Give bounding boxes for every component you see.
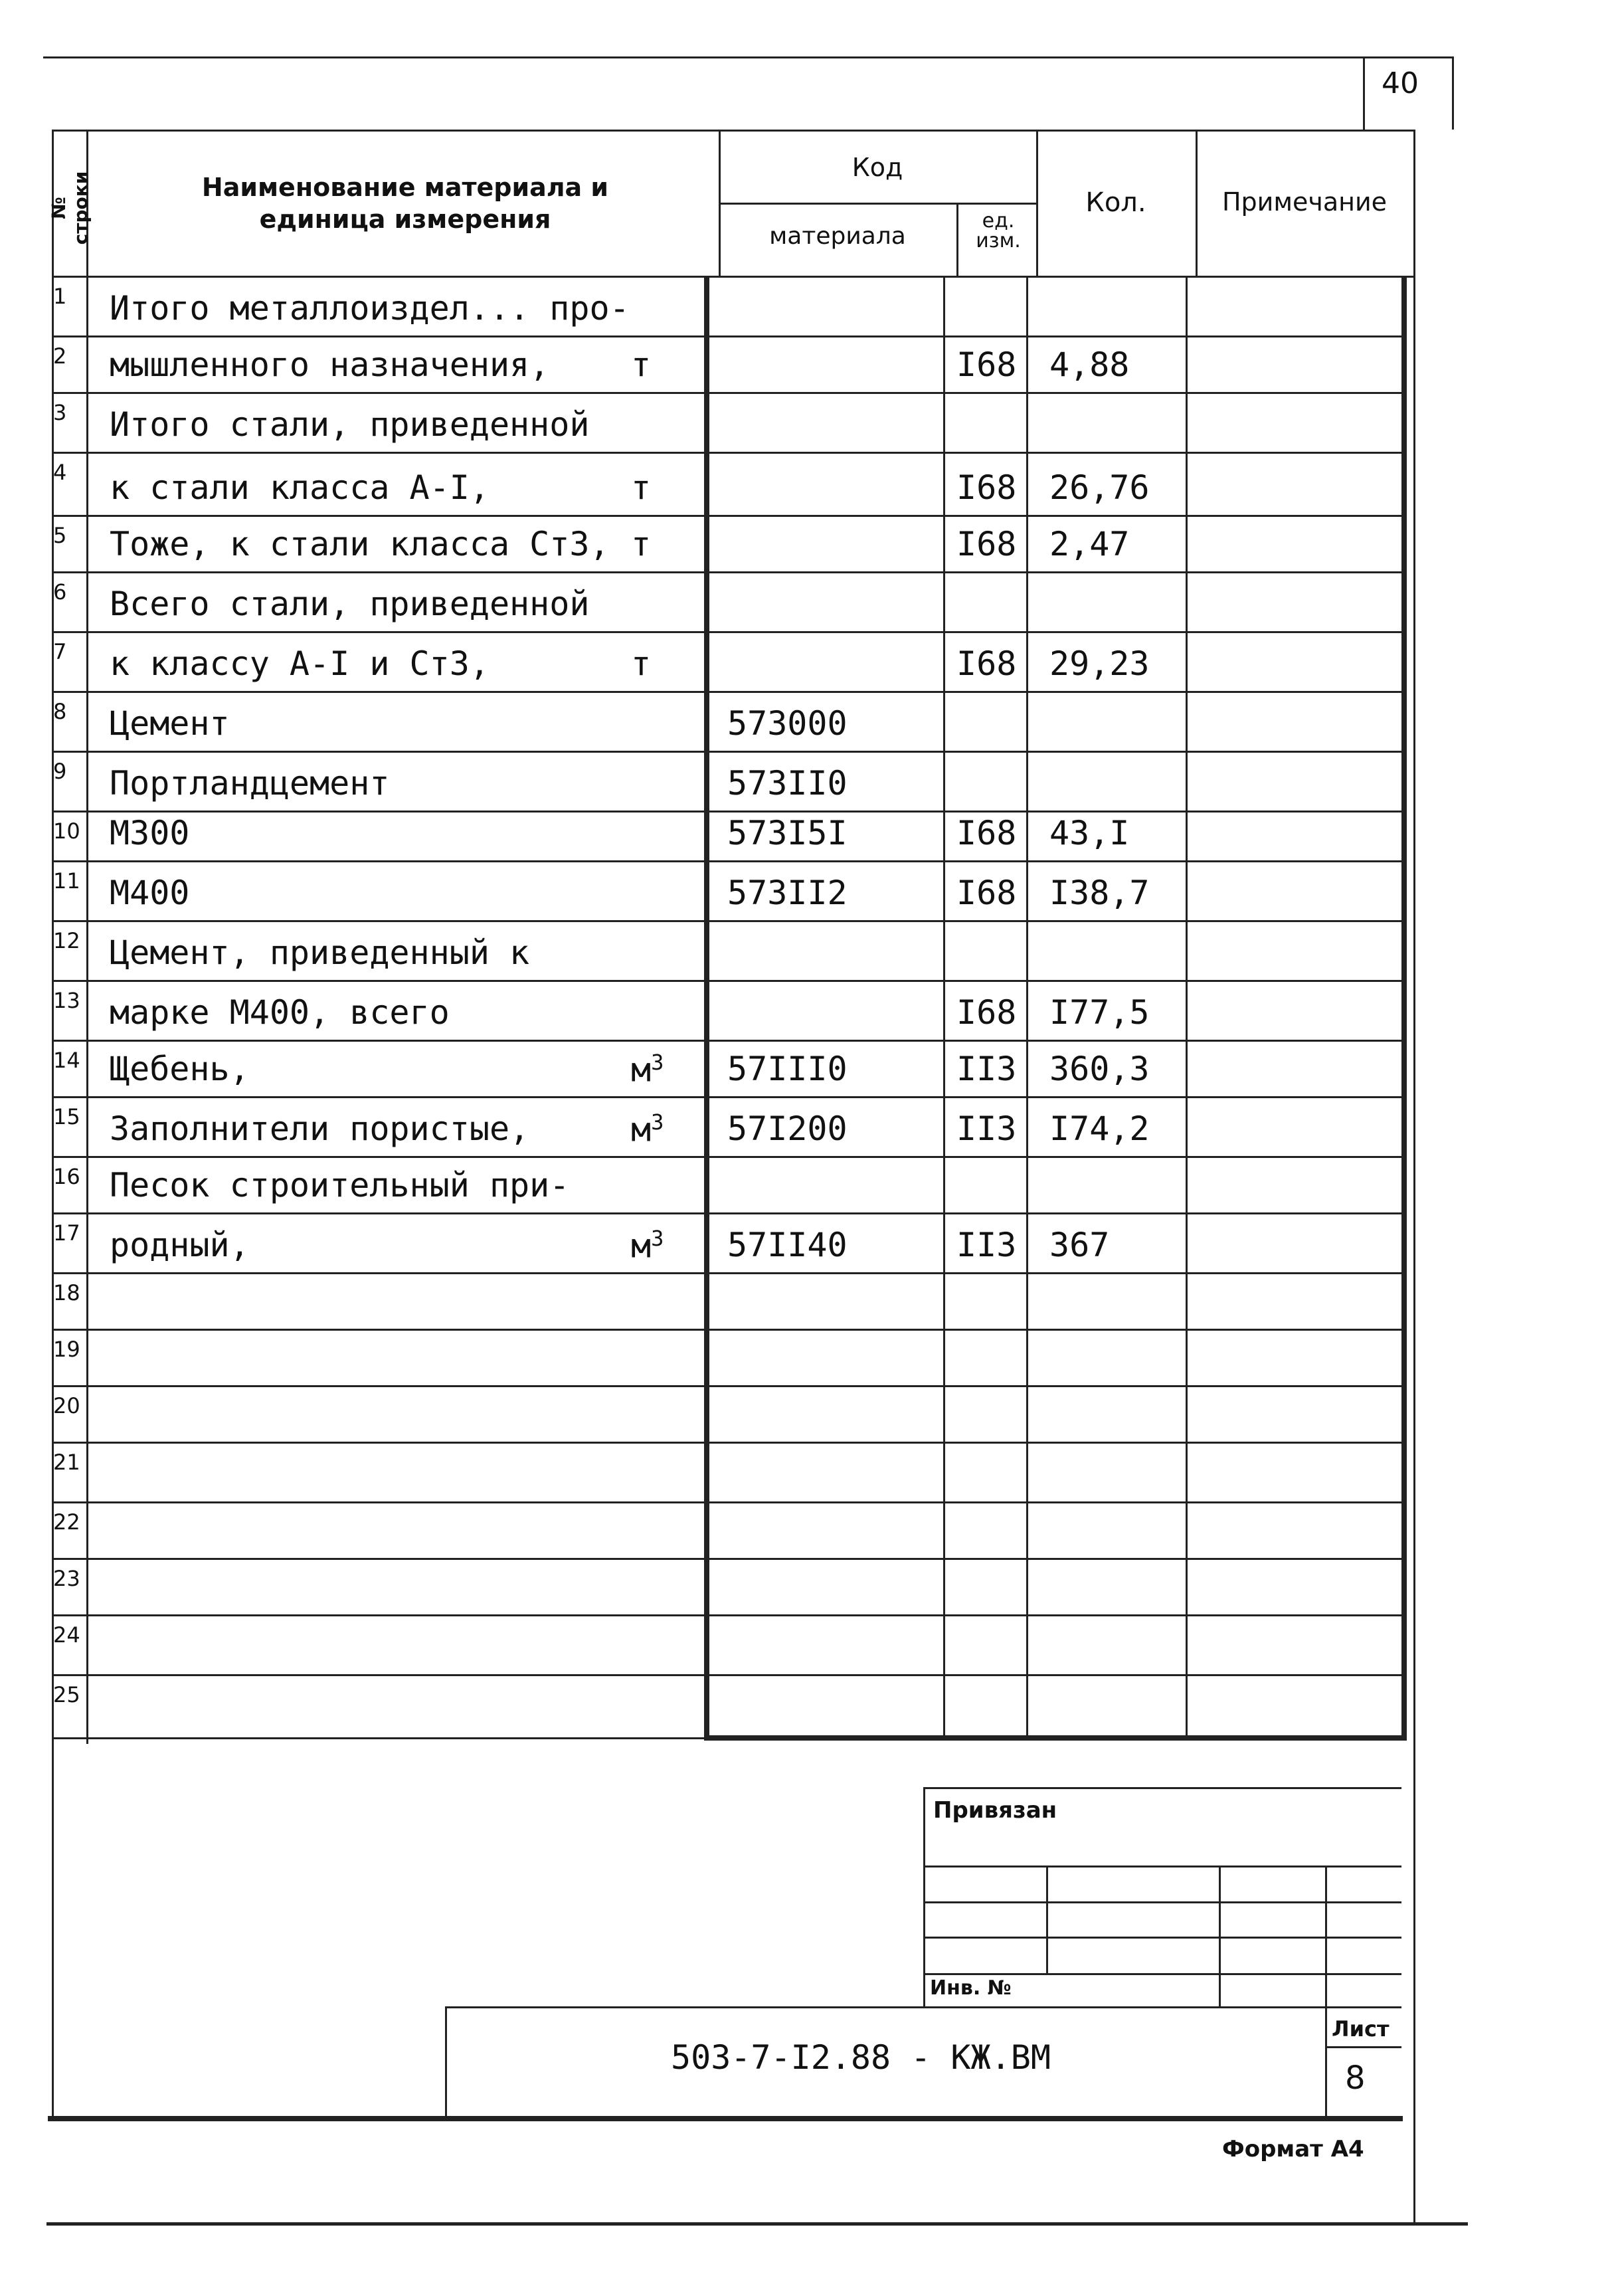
row-material-name: Песок строительный при- [110, 1166, 570, 1204]
row-material-code: 573II2 [727, 874, 848, 912]
row-material-name: марке М400, всего [110, 993, 450, 1032]
row-material-name: родный, [110, 1226, 250, 1264]
row-number: 14 [53, 1048, 80, 1073]
row-material-name: Тоже, к стали класса Ст3, [110, 525, 610, 563]
row-material-code: 573II0 [727, 764, 848, 803]
row-unit: т [631, 525, 652, 563]
row-unit: т [631, 468, 652, 507]
row-quantity: 360,3 [1049, 1050, 1150, 1088]
row-material-name: Итого металлоиздел... про- [110, 289, 630, 328]
row-number: 15 [53, 1104, 80, 1129]
frame-right-border [1413, 130, 1415, 2222]
row-number: 16 [53, 1164, 80, 1189]
row-number: 5 [53, 523, 67, 548]
row-number: 10 [53, 818, 80, 844]
unit-superscript: 3 [651, 1050, 664, 1075]
row-unit-code: I68 [956, 874, 1017, 912]
row-number: 17 [53, 1220, 80, 1246]
document-code: 503-7-I2.88 - КЖ.ВМ [671, 2038, 1051, 2077]
row-unit-code: I68 [956, 345, 1017, 384]
row-number: 11 [53, 868, 80, 894]
unit-superscript: 3 [651, 1226, 664, 1251]
row-quantity: 367 [1049, 1226, 1110, 1264]
row-number: 7 [53, 639, 67, 664]
row-number: 4 [53, 460, 67, 485]
row-number: 8 [53, 699, 67, 724]
stamp-inv-label: Инв. № [930, 1976, 1012, 2000]
row-number: 13 [53, 988, 80, 1013]
row-unit-code: I68 [956, 814, 1017, 852]
row-unit-code: II3 [956, 1109, 1017, 1148]
row-quantity: 43,I [1049, 814, 1130, 852]
row-unit: $м^3$ [631, 1109, 664, 1149]
page-number: 40 [1382, 66, 1419, 100]
row-unit-code: I68 [956, 468, 1017, 507]
row-material-name: М300 [110, 814, 190, 852]
row-quantity: I77,5 [1049, 993, 1150, 1032]
row-quantity: 2,47 [1049, 525, 1130, 563]
row-number: 21 [53, 1450, 80, 1475]
row-material-name: Итого стали, приведенной [110, 405, 590, 444]
row-material-name: мышленного назначения, [110, 345, 550, 384]
row-number: 24 [53, 1622, 80, 1648]
format-label: Формат А4 [1222, 2136, 1364, 2162]
row-material-code: 57I200 [727, 1109, 848, 1148]
row-quantity: I38,7 [1049, 874, 1150, 912]
row-unit-code: II3 [956, 1226, 1017, 1264]
row-material-name: Цемент, приведенный к [110, 933, 530, 972]
row-quantity: I74,2 [1049, 1109, 1150, 1148]
row-unit: $м^3$ [631, 1050, 664, 1090]
row-material-name: Цемент [110, 704, 230, 743]
row-unit-code: I68 [956, 993, 1017, 1032]
row-number: 20 [53, 1393, 80, 1418]
row-number: 2 [53, 343, 67, 369]
row-number: 18 [53, 1280, 80, 1305]
stamp-tied-label: Привязан [933, 1797, 1057, 1824]
unit-superscript: 3 [651, 1109, 664, 1135]
row-material-code: 573000 [727, 704, 848, 743]
row-number: 9 [53, 759, 67, 784]
header-note: Примечание [1221, 187, 1388, 217]
row-material-name: Портландцемент [110, 764, 390, 803]
row-material-code: 573I5I [727, 814, 848, 852]
row-quantity: 29,23 [1049, 644, 1150, 683]
row-unit-code: I68 [956, 644, 1017, 683]
row-material-name: М400 [110, 874, 190, 912]
row-number: 3 [53, 400, 67, 425]
row-number: 6 [53, 579, 67, 605]
row-number: 19 [53, 1337, 80, 1362]
row-material-code: 57II40 [727, 1226, 848, 1264]
row-material-name: к стали класса А-I, [110, 468, 490, 507]
header-material: материала [769, 223, 906, 250]
table-top-border [52, 130, 1413, 132]
row-material-name: Заполнители пористые, [110, 1109, 530, 1148]
sheet-number: 8 [1345, 2059, 1366, 2097]
row-quantity: 4,88 [1049, 345, 1130, 384]
row-unit: т [631, 644, 652, 683]
row-unit-code: II3 [956, 1050, 1017, 1088]
row-number: 1 [53, 284, 67, 309]
row-material-name: Всего стали, приведенной [110, 585, 590, 623]
header-qty: Кол. [1085, 187, 1146, 218]
sheet-label: Лист [1332, 2016, 1390, 2042]
row-number: 12 [53, 928, 80, 953]
row-unit: т [631, 345, 652, 384]
row-unit-code: I68 [956, 525, 1017, 563]
row-unit: $м^3$ [631, 1226, 664, 1266]
row-material-name: к классу А-I и Ст3, [110, 644, 490, 683]
header-code: Код [852, 153, 903, 182]
row-material-code: 57III0 [727, 1050, 848, 1088]
row-quantity: 26,76 [1049, 468, 1150, 507]
row-number: 22 [53, 1509, 80, 1535]
header-unit: ед. изм. [976, 209, 1021, 252]
row-number: 25 [53, 1682, 80, 1707]
header-row-no: № строки [48, 171, 92, 245]
header-name: Наименование материала и единица измерения [201, 173, 609, 234]
row-material-name: Щебень, [110, 1050, 250, 1088]
row-number: 23 [53, 1566, 80, 1591]
